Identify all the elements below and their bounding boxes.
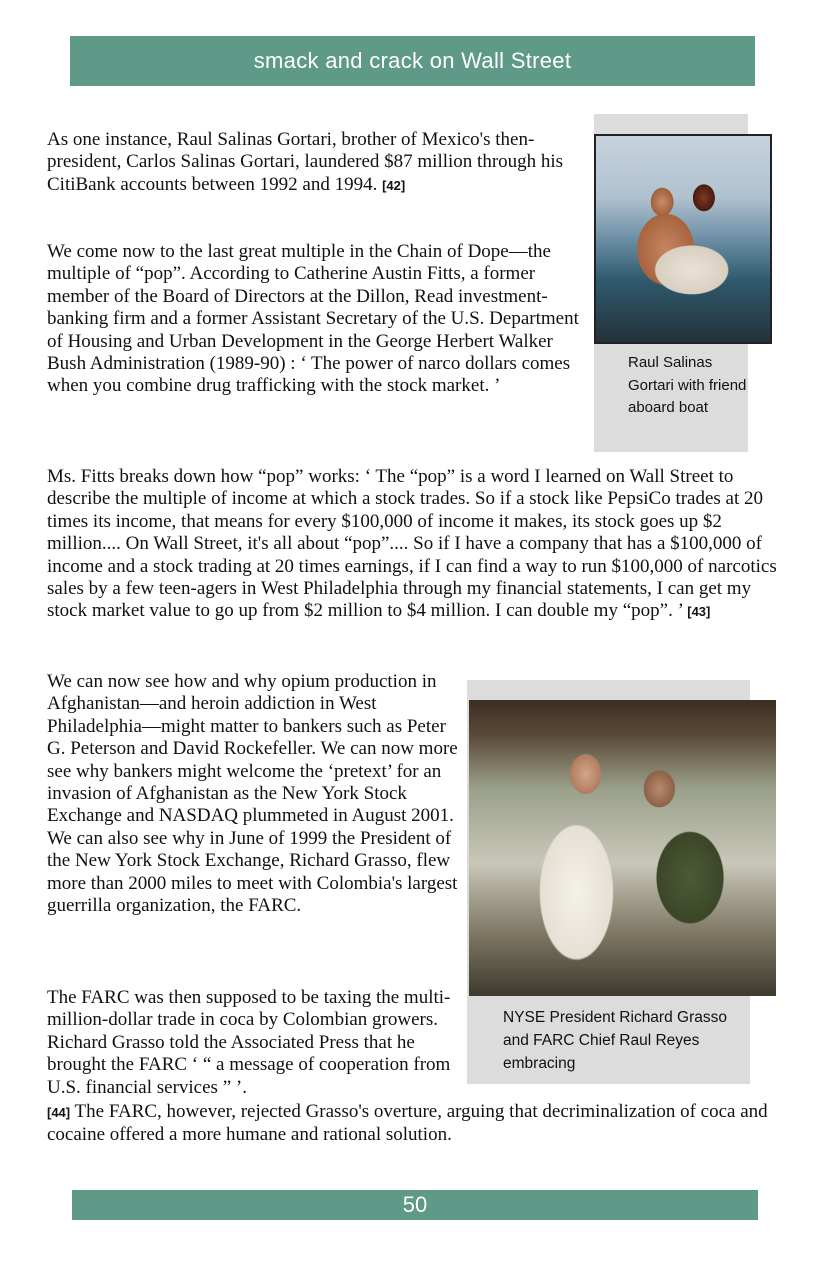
footnote-ref: [43] (687, 604, 711, 620)
figure-grasso (467, 680, 750, 1084)
figure-caption: Raul Salinas Gortari with friend aboard boat (628, 354, 747, 416)
footnote-ref: [44] (47, 1105, 71, 1120)
paragraph-farc-taxing (47, 987, 457, 1099)
paragraph-text: We can now see how and why opium production in Afghanistan—and heroin addiction in West Philadelphia—might matter to bankers such as Peter G. Peterson and David Rockefeller. We can now more see why bankers might welcome the ‘pretext’ for an invasion of Afghanistan as the New York Stock Exchange and NASDAQ plummeted in August 2001. We can also see why in June of 1999 the President of the New York Stock Exchange, Richard Grasso, flew more than 2000 miles to meet with Colombia's largest guerrilla organization, the FARC. (47, 671, 458, 917)
figure-salinas (594, 114, 748, 452)
figure-caption: NYSE President Richard Grasso and FARC Chief Raul Reyes embracing (503, 1009, 727, 1072)
paragraph-text: The FARC, however, rejected Grasso's overture, arguing that decriminalization of coca and cocaine offered a more humane and rational solution. (47, 1101, 768, 1146)
paragraph-afghanistan-opium (47, 671, 465, 917)
paragraph-text: The FARC was then supposed to be taxing the multi-million-dollar trade in coca by Colombian growers. Richard Grasso told the Associated Press that he brought the FARC ‘ “ a message of cooperation from U.S. financial services ” ’. (47, 987, 451, 1098)
paragraph-chain-of-dope (47, 241, 582, 398)
page-header (70, 36, 755, 86)
paragraph-fitts-pop (47, 466, 782, 624)
page-number: 50 (402, 1192, 428, 1217)
paragraph-text: We come now to the last great multiple in the Chain of Dope—the multiple of “pop”. According to Catherine Austin Fitts, a former member of the Board of Directors at the Dillon, Read investment-banking firm and a former Assistant Secretary of the U.S. Department of Housing and Urban Development in the George Herbert Walker Bush Administration (1989-90) : ‘ The power of narco dollars comes when you combine drug trafficking with the stock market. ’ (47, 241, 579, 397)
photo-grasso-reyes (469, 700, 776, 996)
paragraph-farc-response (47, 1101, 782, 1147)
paragraph-text: Ms. Fitts breaks down how “pop” works: ‘ The “pop” is a word I learned on Wall Street to describe the multiple of income at which a stock trades. So if a stock like PepsiCo trades at 20 times its income, that means for every $100,000 of income it makes, its stock goes up $2 million.... On Wall Street, it's all about “pop”.... So if I have a company that has a $100,000 of income and a stock trading at 20 times earnings, if I can find a way to run $100,000 of narcotics sales by a few teen-agers in West Philadelphia through my financial statements, I can get my stock market value to go up from $2 million to $4 million. I can double my “pop”. ’ (47, 466, 777, 622)
footnote-ref: [42] (382, 177, 406, 193)
paragraph-text: As one instance, Raul Salinas Gortari, brother of Mexico's then-president, Carlos Salinas Gortari, laundered $87 million through his CitiBank accounts between 1992 and 1994. (47, 129, 564, 195)
photo-salinas-boat (594, 134, 772, 344)
page-footer (72, 1190, 758, 1220)
header-title: smack and crack on Wall Street (253, 48, 572, 73)
paragraph-salinas-laundering (47, 129, 567, 197)
